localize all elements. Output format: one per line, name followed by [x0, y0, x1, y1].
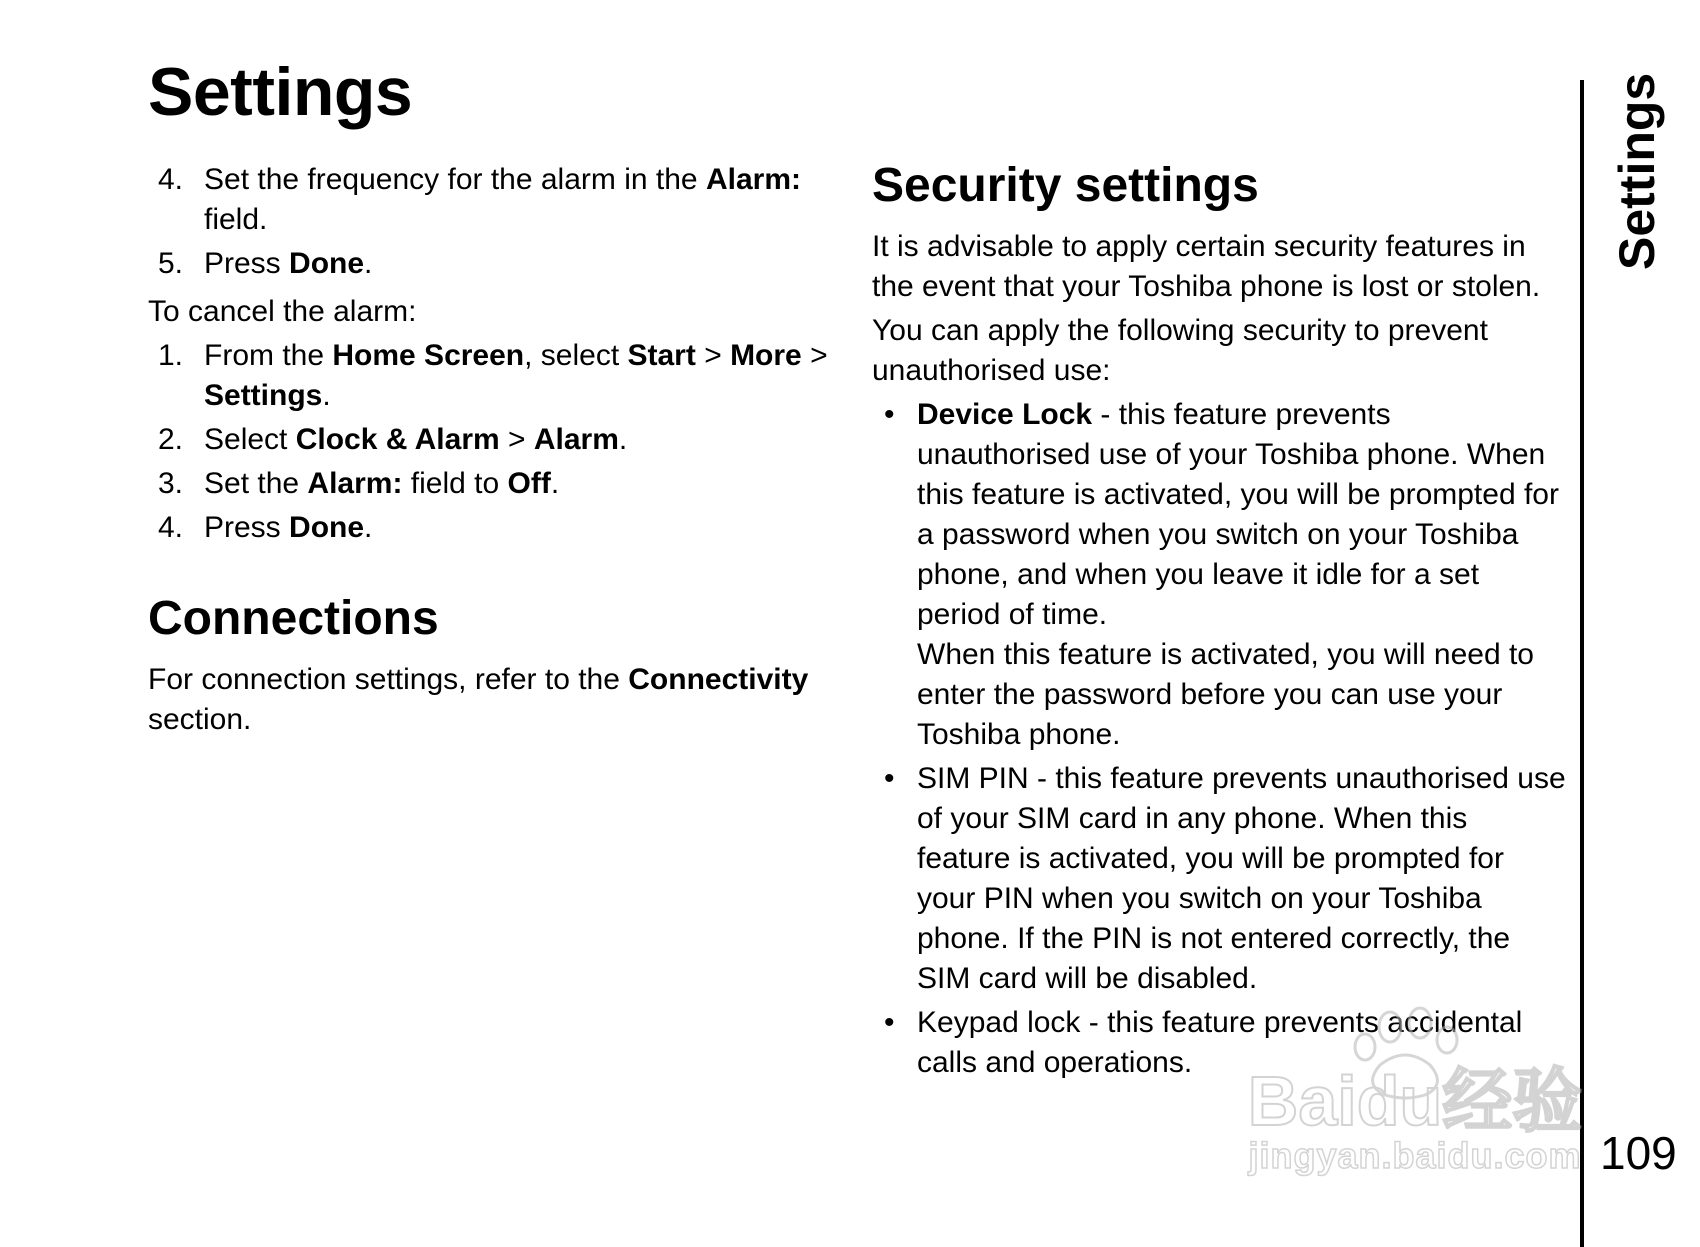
text-run: From the	[204, 339, 333, 372]
step-text	[204, 339, 828, 412]
bullet-icon: •	[884, 1005, 895, 1039]
step-item	[148, 464, 838, 504]
step-item	[148, 160, 838, 240]
step-number: 3.	[158, 467, 184, 500]
step-number: 4.	[158, 511, 184, 544]
security-features-list	[872, 395, 1567, 1083]
text-run: >	[801, 339, 828, 372]
feature-description	[917, 759, 1567, 999]
security-feature-item	[872, 759, 1567, 999]
text-run: Press	[204, 247, 290, 280]
bold-term: Settings	[204, 379, 323, 412]
text-run: >	[499, 423, 534, 456]
text-run: Set the frequency for the alarm in the	[204, 163, 706, 196]
bullet-icon: •	[884, 761, 895, 795]
text-run: .	[322, 379, 331, 412]
text-run: .	[364, 247, 373, 280]
feature-note: When this feature is activated, you will need to enter the password before you can use your Toshiba phone.	[917, 637, 1534, 751]
text-run: Select	[204, 423, 296, 456]
step-item	[148, 336, 838, 416]
bold-term: Done	[289, 247, 365, 280]
right-column	[872, 157, 1567, 1087]
step-text	[204, 423, 627, 456]
text-run: section.	[148, 702, 252, 736]
bold-term: Alarm	[533, 423, 619, 456]
text-run: .	[618, 423, 628, 456]
cancel-alarm-steps-list	[148, 336, 838, 548]
text-run: - this feature prevents unauthorised use of your Toshiba phone. When this feature is activated, you will be prompted for a password when you switch on your Toshiba phone, and when you leave it idle for a set period of time.	[917, 397, 1559, 631]
connections-paragraph	[148, 660, 838, 740]
baidu-paw-logo-icon	[1215, 1005, 1615, 1145]
cancel-alarm-intro: To cancel the alarm:	[148, 295, 417, 328]
baidu-watermark	[1215, 1005, 1615, 1180]
text-run: >	[695, 339, 731, 372]
watermark-logo-text: Baidu经验	[1247, 1062, 1583, 1140]
alarm-steps-list	[148, 160, 838, 284]
page-number: 109	[1600, 1127, 1677, 1179]
step-text	[204, 247, 372, 280]
security-options-intro: You can apply the following security to prevent unauthorised use:	[872, 313, 1488, 387]
step-number: 4.	[158, 163, 184, 196]
step-item	[148, 244, 838, 284]
security-settings-heading: Security settings	[872, 159, 1259, 212]
step-item	[148, 508, 838, 548]
connections-heading: Connections	[148, 592, 439, 645]
step-text	[204, 163, 801, 236]
bold-term: Done	[289, 511, 365, 544]
bold-term: Start	[627, 339, 696, 372]
bold-term: Device Lock	[917, 397, 1093, 431]
bold-term: Clock & Alarm	[295, 423, 500, 456]
page-title: Settings	[148, 54, 413, 130]
text-run: .	[550, 467, 560, 500]
bold-term: More	[730, 339, 802, 372]
text-run: .	[364, 511, 373, 544]
text-run: For connection settings, refer to the	[148, 662, 629, 696]
text-run: field to	[402, 467, 508, 500]
bold-term: Alarm:	[705, 163, 801, 196]
text-run: , select	[524, 339, 628, 372]
text-run: SIM PIN - this feature prevents unauthorised use of your SIM card in any phone. When this feature is activated, you will be prompted for your PIN when you switch on your Toshiba phone. If the PIN is not entered correctly, the SIM card will be disabled.	[917, 761, 1566, 995]
step-text	[204, 467, 559, 500]
watermark-url: jingyan.baidu.com	[1248, 1135, 1582, 1176]
step-number: 2.	[158, 423, 184, 456]
text-run: Set the	[204, 467, 308, 500]
bullet-icon: •	[884, 397, 895, 431]
bold-term: Off	[507, 467, 551, 500]
step-text	[204, 511, 372, 544]
step-number: 5.	[158, 247, 184, 280]
security-feature-item	[872, 395, 1567, 755]
text-run: Press	[204, 511, 290, 544]
bold-term: Home Screen	[332, 339, 525, 372]
bold-term: Alarm:	[307, 467, 403, 500]
text-run: Keypad lock - this feature prevents accidental calls and operations.	[917, 1005, 1523, 1079]
bold-term: Connectivity	[628, 662, 809, 696]
step-item	[148, 420, 838, 460]
side-tab-label: Settings	[1609, 72, 1665, 270]
step-number: 1.	[158, 339, 184, 372]
text-run: field.	[204, 203, 268, 236]
left-column	[148, 160, 838, 740]
security-intro-paragraph: It is advisable to apply certain security features in the event that your Toshiba phone is lost or stolen.	[872, 229, 1541, 303]
feature-description	[917, 395, 1567, 635]
